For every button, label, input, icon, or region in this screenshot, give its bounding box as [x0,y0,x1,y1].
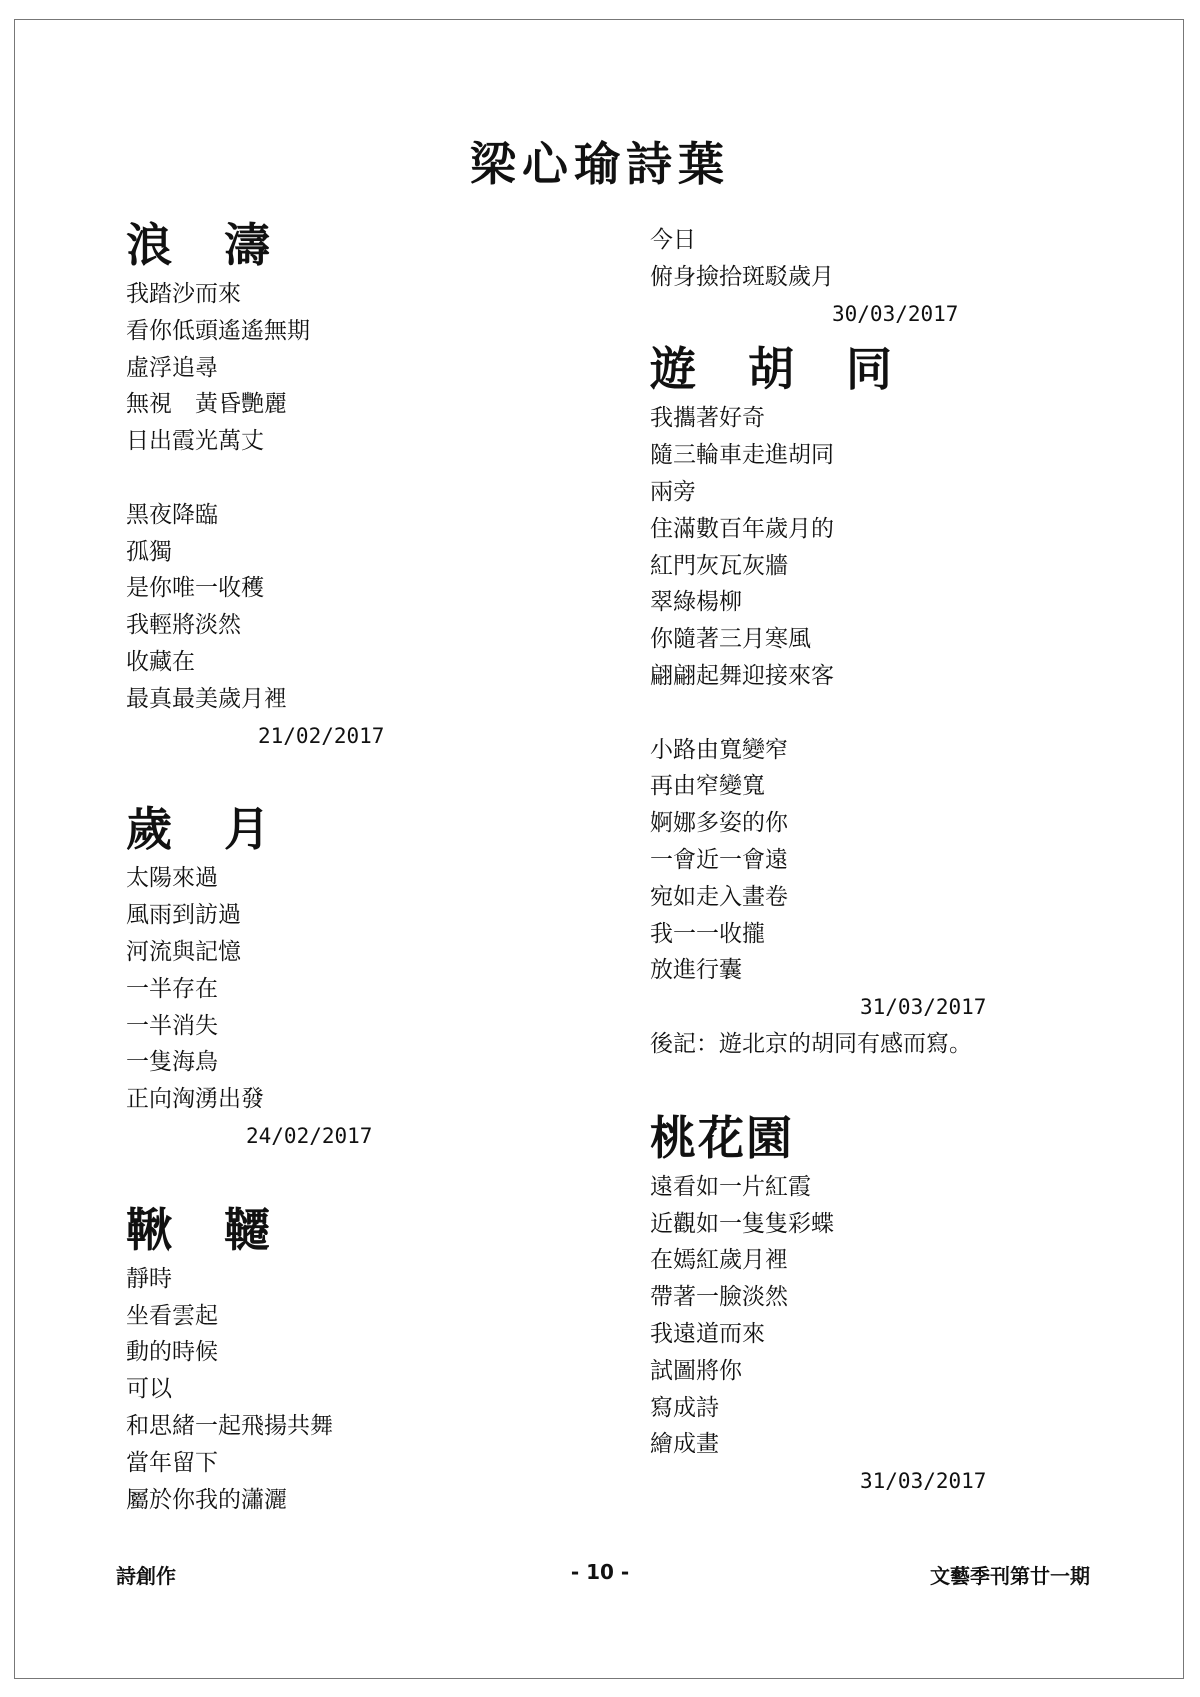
poem-lines [126,860,556,1118]
poem-line: 寫成詩 [650,1394,719,1421]
poem-line: 俯身撿拾斑駁歲月 [650,263,834,290]
poem-line: 可以 [126,1376,172,1403]
poem-line: 看你低頭遙遙無期 [126,317,310,344]
poem-line: 繪成畫 [650,1431,719,1458]
poem-line: 兩旁 [650,478,696,505]
poem-date: 21/02/2017 [258,723,385,748]
footer-section-label: 詩創作 [116,1564,176,1588]
poem-lines [126,276,556,718]
poem-title: 桃花園 [650,1110,794,1165]
poem-line: 你隨著三月寒風 [650,626,811,653]
poem-line: 放進行囊 [650,957,742,984]
right-column [650,222,1130,1500]
poem-line: 宛如走入畫卷 [650,883,788,910]
poem-qiu-qian-continued [650,222,1130,332]
poem-line: 是你唯一收穫 [126,575,264,602]
poem-line: 孤獨 [126,538,172,565]
poem-title: 遊 胡 同 [650,342,911,397]
poem-date: 30/03/2017 [832,301,959,326]
poem-lines [650,1169,1130,1463]
poem-line: 收藏在 [126,648,195,675]
poem-line: 一半存在 [126,975,218,1002]
stanza-break [650,695,1130,732]
poem-line: 翩翩起舞迎接來客 [650,662,834,689]
poem-title: 浪 濤 [126,218,289,272]
poem-line: 我一一收攏 [650,920,765,947]
poem-line: 今日 [650,227,696,253]
poem-line: 遠看如一片紅霞 [650,1173,811,1200]
poem-line: 再由窄變寬 [650,773,765,800]
footer-publication: 文藝季刊第廿一期 [930,1564,1090,1588]
poem-line: 風雨到訪過 [126,902,241,929]
poem-line: 紅門灰瓦灰牆 [650,552,788,579]
poem-line: 我遠道而來 [650,1320,765,1347]
poem-line: 我輕將淡然 [126,612,241,639]
footer-page-number: - 10 - [570,1560,630,1584]
poem-line: 動的時候 [126,1339,218,1366]
poem-lines [650,222,1130,296]
poem-line: 近觀如一隻隻彩蝶 [650,1210,834,1237]
poem-tao-hua-yuan [650,1107,1130,1500]
poem-line: 試圖將你 [650,1357,742,1384]
poem-date: 31/03/2017 [860,1469,987,1494]
page-title: 梁心瑜詩葉 [470,137,730,191]
poem-line: 正向洶湧出發 [126,1086,264,1113]
poem-lang-tao [126,214,556,754]
poem-you-hu-tong [650,338,1130,1062]
poem-line: 小路由寬變窄 [650,736,788,763]
poem-line: 靜時 [126,1265,172,1292]
poem-date: 24/02/2017 [246,1123,373,1148]
poem-line: 屬於你我的瀟灑 [126,1486,287,1513]
poem-line: 住滿數百年歲月的 [650,515,834,542]
poem-line: 日出霞光萬丈 [126,428,264,455]
poem-line: 婀娜多姿的你 [650,810,788,837]
poem-title: 鞦 韆 [126,1202,289,1257]
poem-sui-yue [126,798,556,1154]
poem-line: 一隻海鳥 [126,1049,218,1076]
poem-lines [126,1261,556,1519]
stanza-break [126,460,556,497]
poem-note: 後記：遊北京的胡同有感而寫。 [650,1030,972,1057]
poem-line: 黑夜降臨 [126,501,218,528]
poem-line: 坐看雲起 [126,1302,218,1329]
poem-title: 歲 月 [126,802,289,857]
poem-line: 帶著一臉淡然 [650,1284,788,1311]
left-column [126,214,556,1518]
poem-line: 我踏沙而來 [126,281,241,307]
poem-line: 和思緒一起飛揚共舞 [126,1412,333,1439]
poem-qiu-qian [126,1199,556,1519]
poem-lines [650,400,1130,989]
poem-line: 最真最美歲月裡 [126,685,287,712]
poem-date: 31/03/2017 [860,995,987,1020]
poem-line: 在嫣紅歲月裡 [650,1247,788,1274]
poem-line: 無視 黃昏艷麗 [126,391,287,418]
poem-line: 一會近一會遠 [650,846,788,873]
poem-line: 太陽來過 [126,865,218,892]
poem-line: 一半消失 [126,1012,218,1039]
poem-line: 虛浮追尋 [126,354,218,381]
poem-line: 隨三輪車走進胡同 [650,442,834,469]
poem-line: 河流與記憶 [126,938,241,965]
poem-line: 翠綠楊柳 [650,589,742,616]
poem-line: 當年留下 [126,1449,218,1476]
poem-line: 我攜著好奇 [650,405,765,432]
